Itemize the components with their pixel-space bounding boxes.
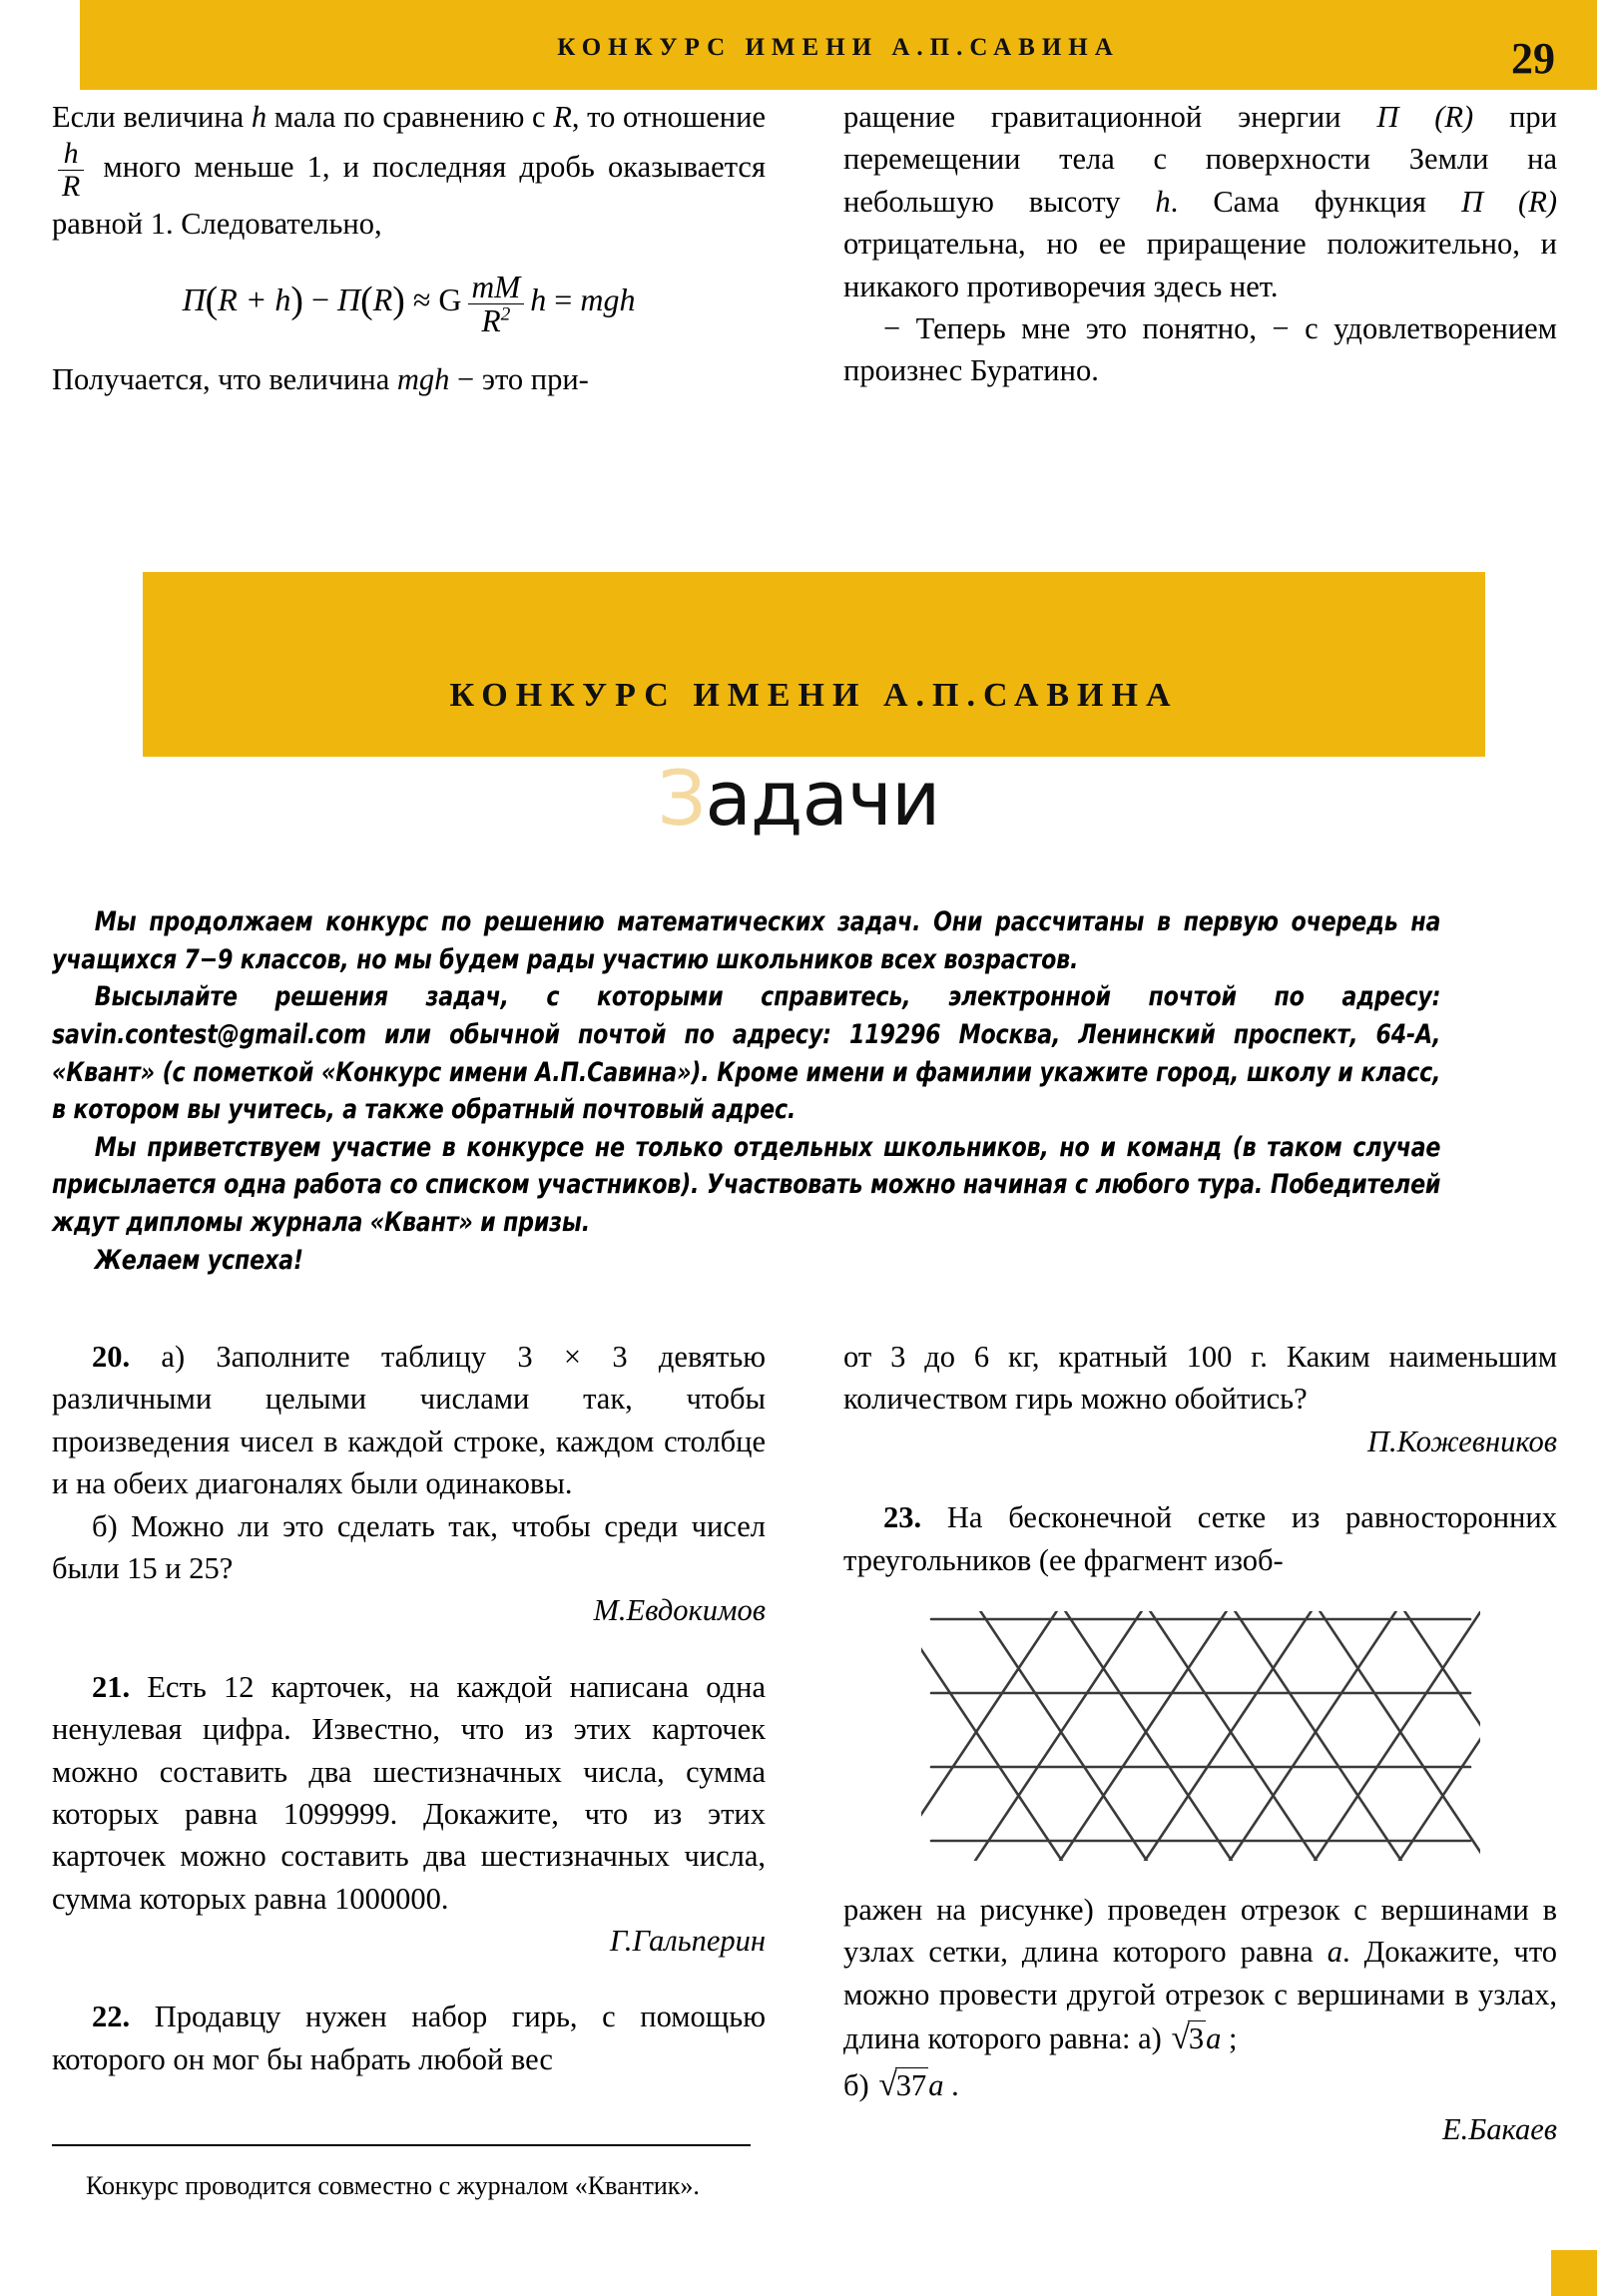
problem-23 xyxy=(843,1496,1557,1581)
problem-20-part-b: б) Можно ли это сделать так, чтобы среди чисел были 15 и 25? xyxy=(52,1508,766,1585)
math-var-R: R xyxy=(372,282,393,318)
problem-23-text-after-figure xyxy=(843,1889,1557,2062)
display-equation-potential-energy xyxy=(52,271,766,337)
section-title-initial: З xyxy=(657,754,706,843)
fraction-mM-over-R2 xyxy=(468,271,525,337)
intro-paragraph-4: Желаем успеха! xyxy=(94,1244,303,1276)
running-head-banner xyxy=(80,0,1597,90)
fraction-numerator: mM xyxy=(471,270,521,305)
text-run: девятью различными целыми числами так, чтобы произведения чисел в каждой строке, каждом столбце и на обеих диагоналях были одинаковы. xyxy=(52,1340,767,1501)
math-op-approx: ≈ xyxy=(412,282,431,318)
problem-22-text-left: Продавцу нужен набор гирь, с помощью которого он мог бы набрать любой вес xyxy=(52,2000,766,2076)
problem-20 xyxy=(52,1336,766,1505)
contest-intro-block xyxy=(52,903,1440,1279)
radicand: 37 xyxy=(895,2067,927,2102)
text-run: мала по сравнению с xyxy=(266,100,554,134)
intro-paragraph-2: Высылайте решения задач, с которыми справитесь, электронной почтой по адресу: savin.contest@gmail.com или обычной почтой по адресу: 119296 Москва, Ленинский проспект, 64-А, «Квант» (с пометкой «Конкурс имени А.П.Савина»). Кроме имени и фамилии укажите город, школу и класс, в котором вы учитесь, а также обратный почтовый адрес. xyxy=(52,981,1441,1126)
math-expr-mgh: mgh xyxy=(396,361,450,396)
text-run: много меньше 1, и последняя дробь оказывается равной 1. Следовательно, xyxy=(52,150,766,241)
intro-paragraph-1: Мы продолжаем конкурс по решению математических задач. Они рассчитаны в первую очередь на учащихся 7−9 классов, но мы будем рады участию школьников всех возрастов. xyxy=(52,906,1441,975)
math-expr-R-plus-h: R + h xyxy=(218,282,291,318)
problems-right-column xyxy=(843,1336,1557,2151)
text-run: при перемещении тела с поверхности Земли на небольшую высоту xyxy=(843,100,1557,219)
problem-23-part-b xyxy=(843,2062,1557,2109)
math-expr-Pi-R: П (R) xyxy=(1376,100,1474,134)
article-paragraph-left-1 xyxy=(52,96,766,245)
fraction-numerator: h xyxy=(63,137,79,171)
footnote xyxy=(52,2168,751,2203)
exponent: 2 xyxy=(500,303,511,325)
math-var-a: a xyxy=(1327,1935,1342,1970)
problem-21-text: Есть 12 карточек, на каждой написана одна ненулевая цифра. Известно, что из этих карточек можно составить два шестизначных числа, сумма которых равна 1099999. Докажите, что из этих карточек можно составить два шестизначных числа, сумма которых равна 1000000. xyxy=(52,1669,766,1916)
text-run: а) Заполните таблицу xyxy=(130,1340,518,1374)
text-run: − это при- xyxy=(449,361,589,396)
math-const-G: G xyxy=(438,282,462,318)
spacer xyxy=(843,1462,1557,1496)
text-run: , то отношение xyxy=(571,100,766,134)
paren-open: ( xyxy=(205,280,219,322)
problem-22-number: 22. xyxy=(92,2000,131,2034)
contest-banner xyxy=(143,572,1485,757)
math-var-R: R xyxy=(553,100,572,134)
section-title xyxy=(0,754,1597,843)
problem-21 xyxy=(52,1666,766,1920)
triangular-lattice-grid-icon xyxy=(921,1611,1480,1861)
math-op-equals: = xyxy=(554,282,573,318)
math-var-a: a xyxy=(928,2067,944,2102)
problem-23-number: 23. xyxy=(883,1500,922,1535)
math-symbol-pi: П xyxy=(182,282,206,318)
paren-close: ) xyxy=(392,280,405,322)
math-var-h: h xyxy=(251,100,267,134)
footnote-separator xyxy=(52,2144,751,2146)
problem-22 xyxy=(52,1996,766,2080)
paren-close: ) xyxy=(290,280,303,322)
problem-20-number: 20. xyxy=(92,1340,131,1374)
fraction-denominator xyxy=(468,303,525,337)
radical-sign: √ xyxy=(1171,2019,1190,2057)
problem-23-author: Е.Бакаев xyxy=(1441,2112,1557,2147)
fraction-denominator: R xyxy=(58,170,84,203)
math-var-h: h xyxy=(530,282,547,318)
section-title-rest: адачи xyxy=(705,754,940,843)
problem-20-author: М.Евдокимов xyxy=(593,1593,766,1628)
text-run: Если величина xyxy=(52,100,252,134)
corner-mark xyxy=(1551,2250,1597,2296)
problems-left-column xyxy=(52,1336,766,2080)
footnote-text: Конкурс проводится совместно с журналом «Квантик». xyxy=(86,2171,700,2200)
math-expr-Pi-R: П (R) xyxy=(1460,184,1557,219)
text-run: ращение гравитационной энергии xyxy=(843,100,1377,134)
problem-23-text-before-figure: На бесконечной сетке из равносторонних треугольников (ее фрагмент изоб- xyxy=(843,1500,1557,1577)
text-run: б) xyxy=(843,2067,877,2102)
math-expr-3x3: 3 × 3 xyxy=(517,1340,628,1374)
radical-sqrt-37a xyxy=(876,2062,928,2109)
radicand: 3 xyxy=(1188,2021,1205,2056)
article-paragraph-left-2 xyxy=(52,358,766,400)
paren-open: ( xyxy=(360,280,373,322)
text-run: R xyxy=(481,303,501,339)
intro-paragraph-3: Мы приветствуем участие в конкурсе не только отдельных школьников, но и команд (в таком случае присылается одна работа со списком участников). Участвовать можно начиная с любого тура. Победителей ждут дипломы журнала «Квант» и призы. xyxy=(52,1131,1441,1238)
math-var-a: a xyxy=(1206,2021,1222,2056)
text-run: Получается, что величина xyxy=(52,361,397,396)
article-left-column xyxy=(52,96,766,465)
spacer xyxy=(52,1632,766,1666)
text-run: ражен на рисунке) проведен отрезок с вершинами в узлах сетки, длина которого равна xyxy=(843,1892,1557,1970)
text-run: . Докажите, что можно провести другой отрезок с вершинами в узлах, длина которого равна: а) xyxy=(843,1935,1558,2056)
problem-21-author: Г.Гальперин xyxy=(609,1924,766,1959)
math-var-h: h xyxy=(1155,184,1171,219)
radical-sign: √ xyxy=(878,2065,897,2103)
radical-sqrt-3a xyxy=(1169,2015,1206,2062)
page-number: 29 xyxy=(1511,34,1555,83)
problem-22-author: П.Кожевников xyxy=(1367,1424,1557,1458)
article-right-column xyxy=(843,96,1557,465)
article-paragraph-right-2: − Теперь мне это понятно, − с удовлетворением произнес Буратино. xyxy=(843,310,1557,388)
text-run: ; xyxy=(1221,2021,1238,2056)
article-paragraph-right-1 xyxy=(843,96,1557,307)
fraction-h-over-R xyxy=(58,138,84,202)
problem-21-number: 21. xyxy=(92,1669,131,1704)
problem-22-continued: от 3 до 6 кг, кратный 100 г. Каким наименьшим количеством гирь можно обойтись? xyxy=(843,1340,1557,1417)
problem-23-figure xyxy=(843,1611,1557,1861)
text-run: отрицательна, но ее приращение положительно, и никакого противоречия здесь нет. xyxy=(843,227,1557,303)
text-run: . xyxy=(943,2067,959,2102)
math-expr-mgh: mgh xyxy=(580,282,636,318)
spacer xyxy=(52,1962,766,1996)
text-run: . Сама функция xyxy=(1170,184,1461,219)
contest-banner-title: КОНКУРС ИМЕНИ А.П.САВИНА xyxy=(449,677,1179,714)
running-head-title: КОНКУРС ИМЕНИ А.П.САВИНА xyxy=(557,34,1120,61)
math-symbol-pi: П xyxy=(337,282,361,318)
math-op-minus: − xyxy=(310,282,330,318)
